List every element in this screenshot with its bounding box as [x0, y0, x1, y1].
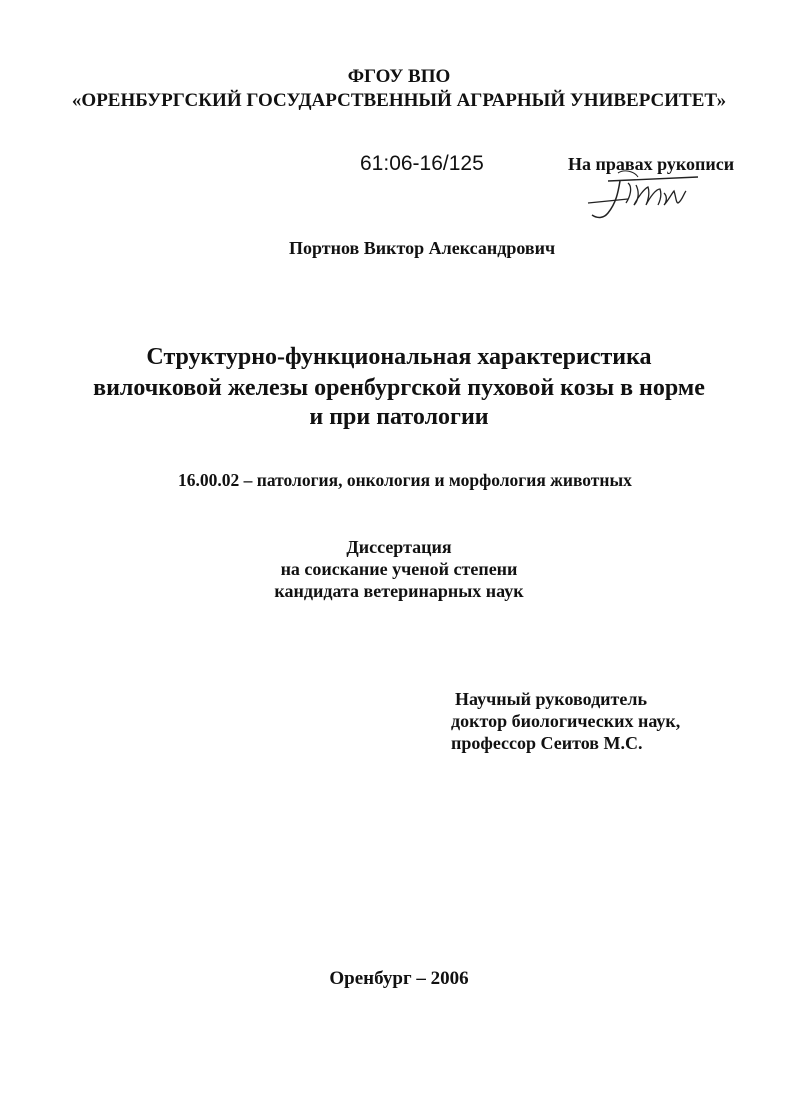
organization-short-name: ФГОУ ВПО: [347, 66, 451, 87]
university-name: «ОРЕНБУРГСКИЙ ГОСУДАРСТВЕННЫЙ АГРАРНЫЙ УНИВЕРСИТЕТ»: [71, 90, 727, 111]
degree-purpose: на соискание ученой степени: [280, 559, 518, 579]
degree-name: кандидата ветеринарных наук: [274, 581, 524, 601]
handwritten-signature: [578, 163, 718, 233]
city-and-year: Оренбург – 2006: [329, 968, 469, 989]
document-type: Диссертация: [346, 537, 452, 557]
dissertation-title-line: Структурно-функциональная характеристика: [146, 344, 652, 370]
dissertation-title-line: вилочковой железы оренбургской пуховой козы в норме: [93, 375, 705, 401]
author-name: Портнов Виктор Александрович: [289, 238, 556, 258]
dissertation-title-line: и при патологии: [309, 404, 489, 430]
document-number: 61:06-16/125: [360, 152, 484, 175]
manuscript-rights-note: На правах рукописи: [568, 154, 735, 174]
specialty-code: 16.00.02 – патология, онкология и морфология животных: [178, 470, 632, 490]
supervisor-degree: доктор биологических наук,: [451, 711, 681, 731]
supervisor-label: Научный руководитель: [455, 689, 647, 709]
supervisor-name: профессор Сеитов М.С.: [451, 733, 643, 753]
